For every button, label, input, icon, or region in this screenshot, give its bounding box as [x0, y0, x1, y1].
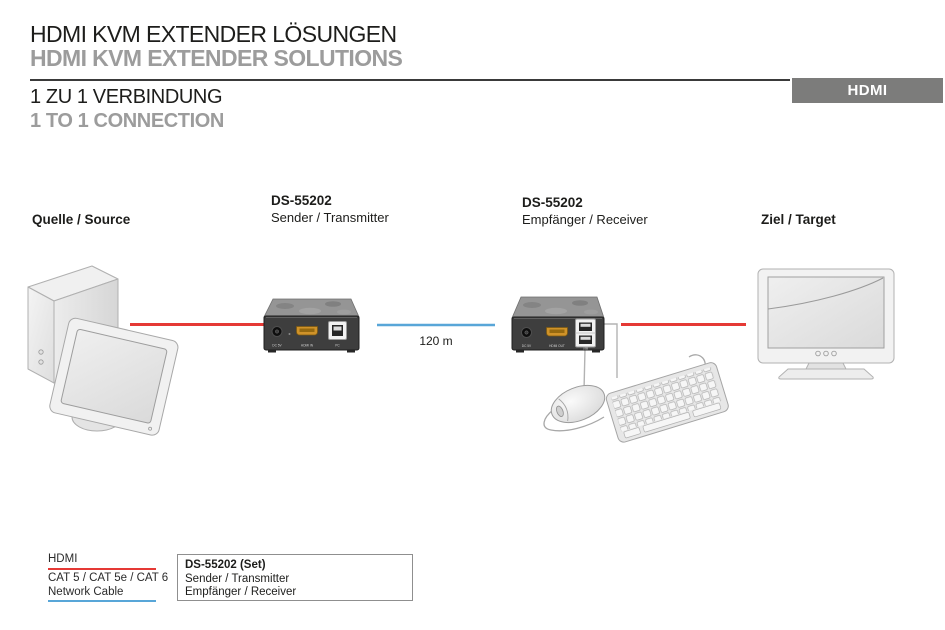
receiver-role-label: Empfänger / Receiver [522, 212, 648, 227]
rx-port-label-hdmi: HDMI OUT [549, 343, 565, 348]
product-set-box [177, 554, 413, 601]
transmitter-model-label: DS-55202 [271, 193, 332, 208]
usb-keyboard-mouse-ports [576, 319, 596, 347]
target-monitor [758, 269, 894, 379]
receiver-device [512, 297, 604, 353]
source-label: Quelle / Source [32, 212, 131, 227]
keyboard [605, 355, 730, 444]
hdmi-in-port [297, 327, 318, 336]
section-title-german: 1 ZU 1 VERBINDUNG [30, 86, 223, 108]
page-title-english: HDMI KVM EXTENDER SOLUTIONS [30, 45, 403, 71]
receiver-model-label: DS-55202 [522, 195, 583, 210]
cable-length-label: 120 m [419, 334, 453, 348]
transmitter-role-label: Sender / Transmitter [271, 210, 389, 225]
page-title-german: HDMI KVM EXTENDER LÖSUNGEN [30, 21, 397, 47]
legend-hdmi-label: HDMI [48, 553, 78, 565]
legend-network-label-line1: CAT 5 / CAT 5e / CAT 6 [48, 572, 169, 584]
rx-port-label-usb: USB [582, 347, 589, 351]
mouse [544, 378, 610, 431]
set-box-line1: Sender / Transmitter [185, 572, 290, 585]
status-led [289, 333, 291, 335]
legend-network-cable-swatch [48, 600, 156, 602]
set-box-line2: Empfänger / Receiver [185, 586, 297, 598]
legend-hdmi-cable-swatch [48, 568, 156, 570]
transmitter-device [264, 299, 359, 353]
dc-power-jack [522, 328, 532, 338]
source-monitor [48, 317, 179, 437]
usb-pc-port [329, 322, 347, 340]
target-label: Ziel / Target [761, 212, 836, 227]
legend-network-label-line2: Network Cable [48, 586, 124, 598]
hdmi-badge: HDMI [792, 78, 943, 103]
rx-port-label-dc: DC 5V [521, 343, 532, 348]
dc-power-jack [272, 327, 282, 337]
set-box-title: DS-55202 (Set) [185, 559, 266, 571]
tx-port-label-dc: DC 5V [272, 343, 282, 348]
tx-port-label-pc: PC [335, 343, 340, 348]
hdmi-out-port [547, 328, 568, 337]
tx-port-label-hdmi: HDMI IN [300, 343, 314, 348]
section-title-english: 1 TO 1 CONNECTION [30, 110, 224, 132]
